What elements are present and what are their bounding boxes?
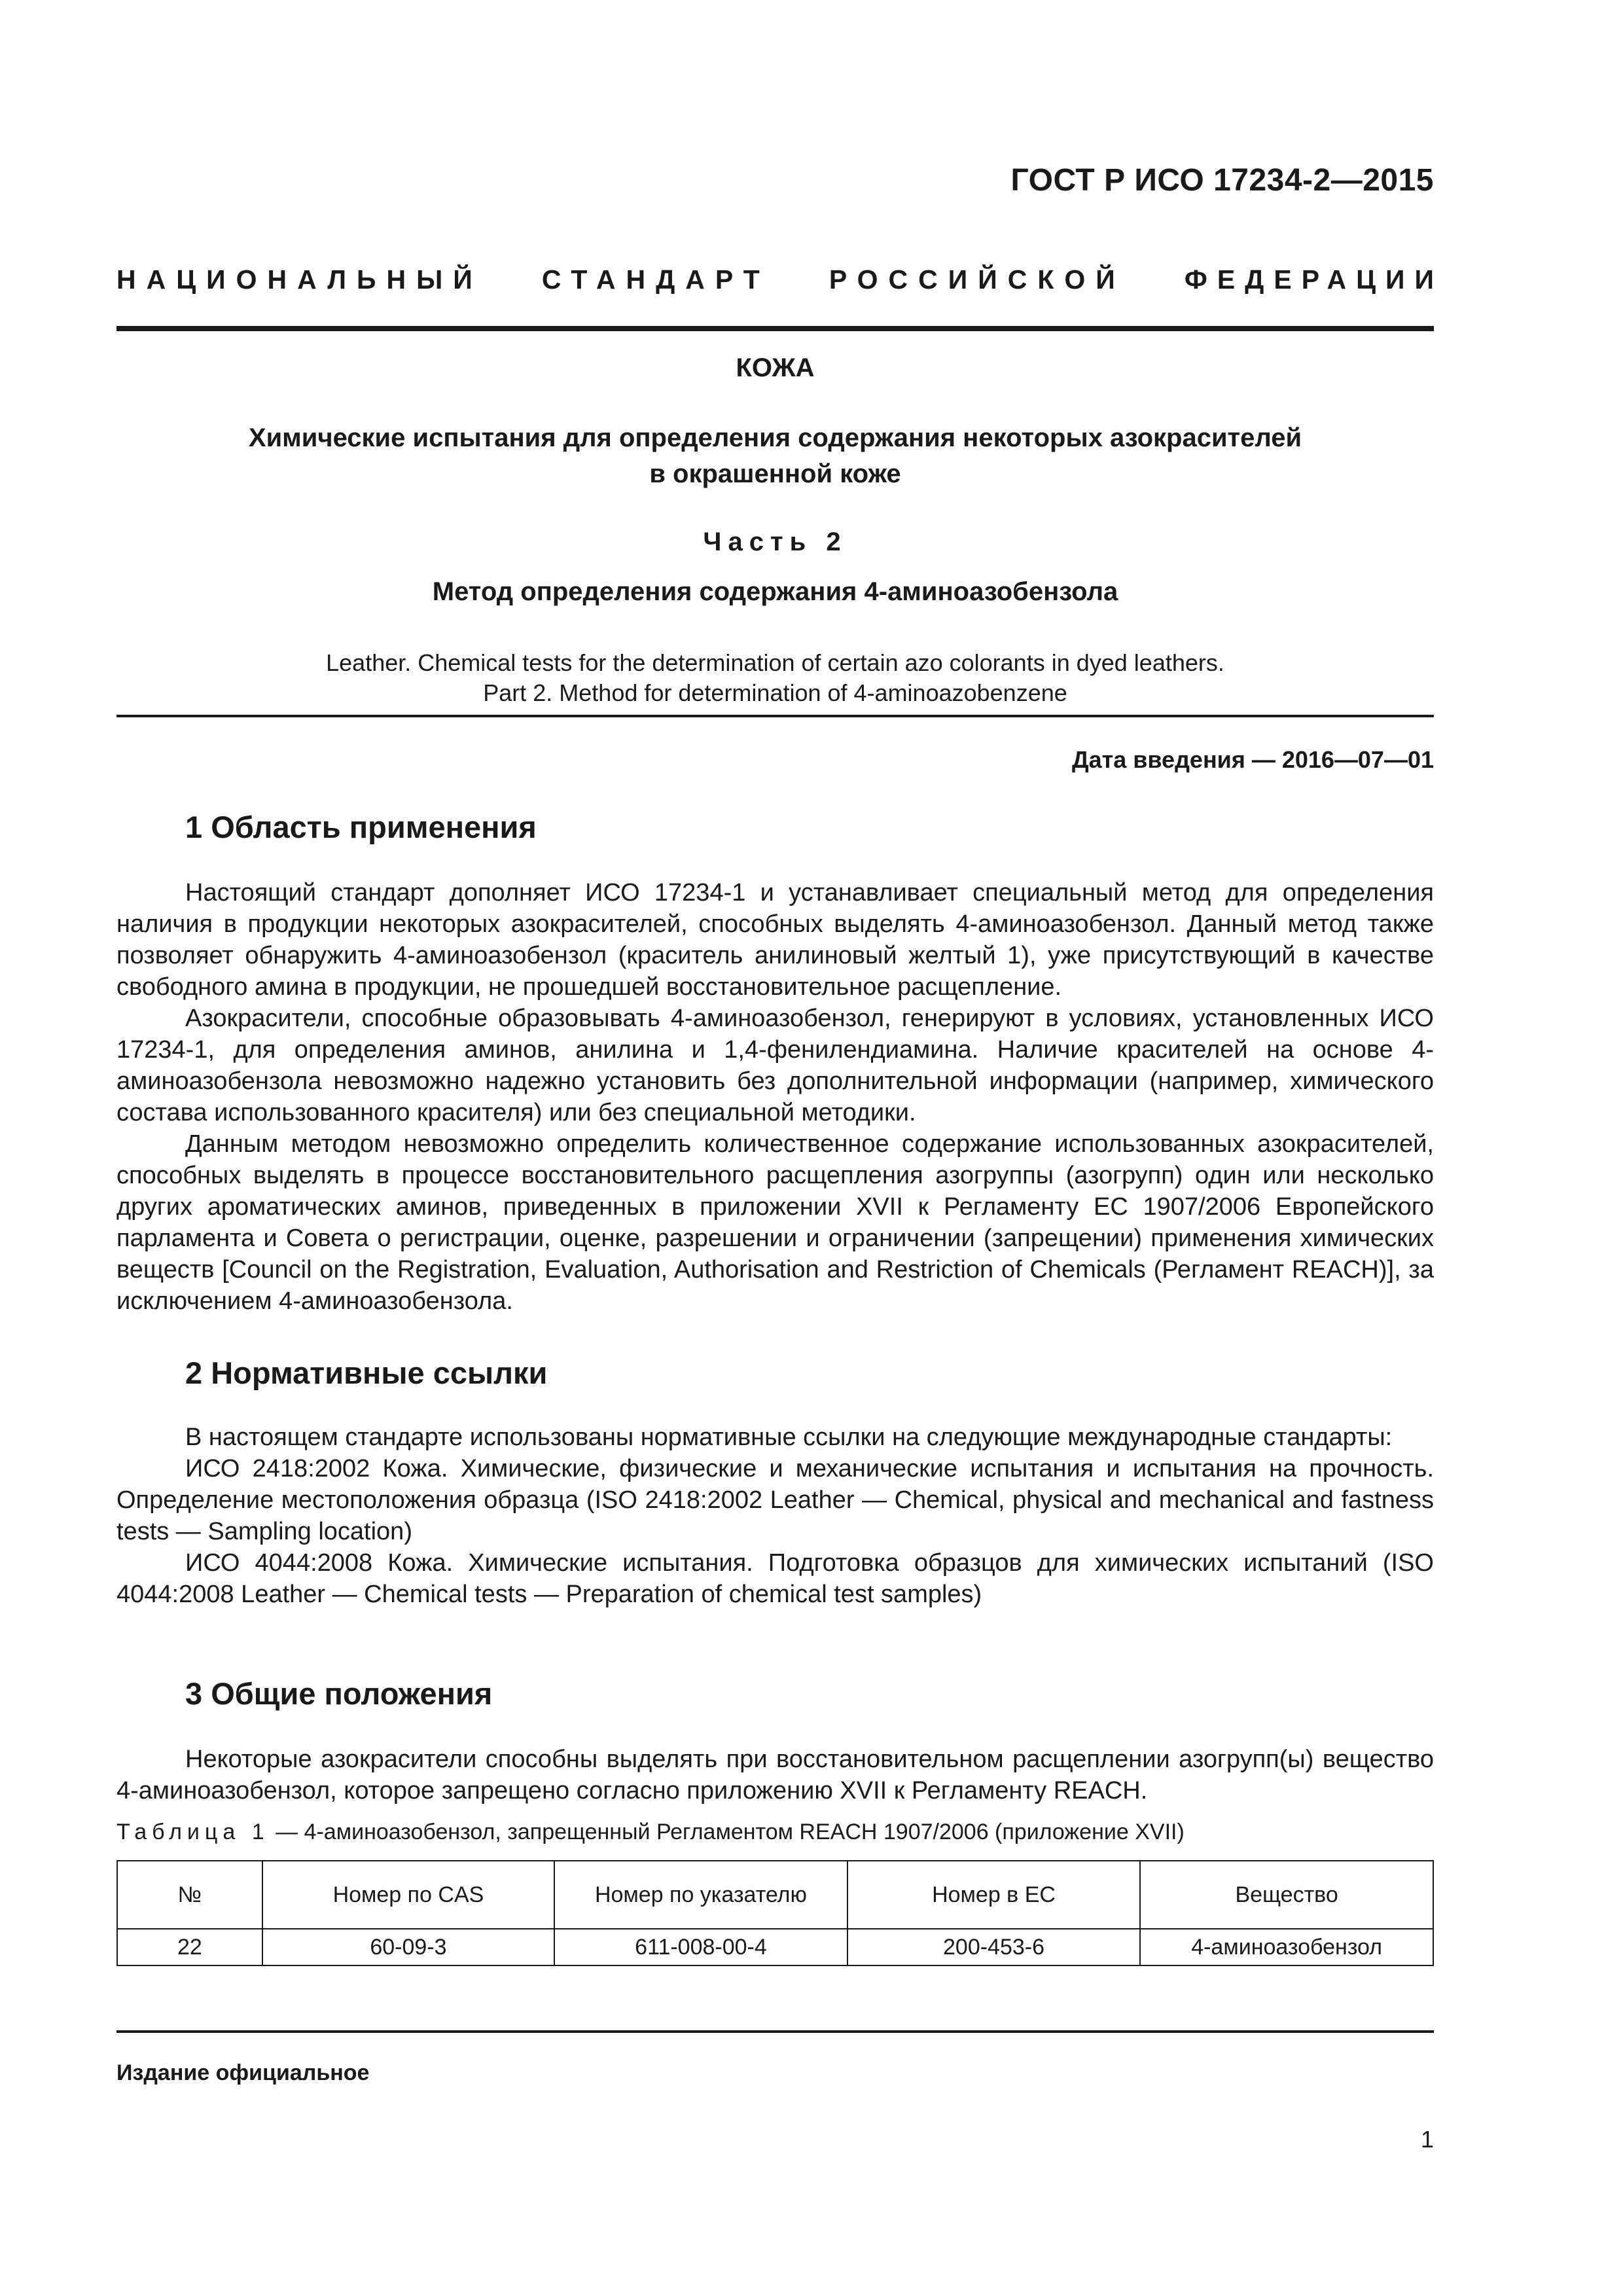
table-caption-label: Таблица 1	[116, 1820, 270, 1844]
table-header-row	[117, 1861, 1433, 1929]
standard-designation: ГОСТ Р ИСО 17234-2—2015	[1010, 163, 1434, 198]
restricted-substance-table	[116, 1860, 1434, 1966]
part-title: Метод определения содержания 4-аминоазобензола	[432, 577, 1118, 606]
section-body-scope	[116, 877, 1434, 1317]
paragraph: Азокрасители, способные образовывать 4-аминоазобензол, генерируют в условиях, установленных ИСО 17234-1, для определения аминов, анилина и 1,4-фенилендиамина. Наличие красителей на основе 4-аминоазобензола невозможно надежно установить без дополнительной информации (например, химического состава использованного красителя) или без специальной методики.	[116, 1005, 1434, 1126]
subtitle-line: Химические испытания для определения содержания некоторых азокрасителей	[248, 423, 1302, 452]
table-caption	[116, 1820, 1185, 1845]
banner-word: НАЦИОНАЛЬНЫЙ	[116, 264, 483, 295]
official-edition-label: Издание официальное	[116, 2060, 370, 2085]
table-cell: 611-008-00-4	[554, 1929, 847, 1965]
section-heading-scope: 1 Область применения	[185, 810, 537, 844]
paragraph: ИСО 4044:2008 Кожа. Химические испытания. Подготовка образцов для химических испытаний (ISO 4044:2008 Leather — Chemical tests — Preparation of chemical test samples)	[116, 1549, 1434, 1608]
english-title-line: Part 2. Method for determination of 4-aminoazobenzene	[483, 679, 1067, 706]
banner-word: РОССИЙСКОЙ	[829, 264, 1126, 295]
subtitle-line: в окрашенной коже	[649, 459, 901, 488]
column-header: Номер по CAS	[262, 1861, 554, 1929]
table-cell: 22	[117, 1929, 262, 1965]
document-subtitle	[116, 420, 1434, 492]
paragraph: Некоторые азокрасители способны выделять при восстановительном расщеплении азогрупп(ы) вещество 4-аминоазобензол, которое запрещено согласно приложению XVII к Регламенту REACH.	[116, 1746, 1434, 1804]
section-heading-general: 3 Общие положения	[185, 1676, 493, 1711]
paragraph: ИСО 2418:2002 Кожа. Химические, физические и механические испытания и испытания на прочность. Определение местоположения образца (ISO 2418:2002 Leather — Chemical, physical and mechanical and fastness tests — Sampling location)	[116, 1455, 1434, 1545]
part-label: Часть 2	[703, 528, 847, 556]
banner-word: СТАНДАРТ	[541, 264, 770, 295]
column-header: Номер в ЕС	[847, 1861, 1140, 1929]
title-divider	[116, 715, 1434, 717]
footer-divider	[116, 2030, 1434, 2033]
paragraph: Данным методом невозможно определить количественное содержание использованных азокрасителей, способных выделять в процессе восстановительного расщепления азогруппы (азогрупп) один или несколько других ароматических аминов, приведенных в приложении XVII к Регламенту ЕС 1907/2006 Европейского парламента и Совета о регистрации, оценке, разрешении и ограничении (запрещении) применения химических веществ [Council on the Registration, Evaluation, Authorisation and Restriction of Chemicals (Регламент REACH)], за исключением 4-аминоазобензола.	[116, 1130, 1434, 1315]
section-body-references	[116, 1422, 1434, 1610]
national-standard-banner	[116, 264, 1444, 295]
english-title-line: Leather. Chemical tests for the determination of certain azo colorants in dyed leathers.	[326, 649, 1224, 676]
table-row	[117, 1929, 1433, 1965]
paragraph: В настоящем стандарте использованы нормативные ссылки на следующие международные стандарты:	[185, 1424, 1393, 1451]
effective-date: Дата введения — 2016—07—01	[1071, 746, 1434, 773]
table-cell: 60-09-3	[262, 1929, 554, 1965]
banner-word: ФЕДЕРАЦИИ	[1184, 264, 1444, 295]
section-heading-references: 2 Нормативные ссылки	[185, 1355, 548, 1390]
column-header: №	[117, 1861, 262, 1929]
document-title: КОЖА	[736, 353, 815, 382]
column-header: Номер по указателю	[554, 1861, 847, 1929]
table-cell: 200-453-6	[847, 1929, 1140, 1965]
page-number: 1	[1420, 2126, 1434, 2153]
table-cell: 4-аминоазобензол	[1140, 1929, 1433, 1965]
english-title	[116, 648, 1434, 708]
paragraph: Настоящий стандарт дополняет ИСО 17234-1 и устанавливает специальный метод для определения наличия в продукции некоторых азокрасителей, способных выделять 4-аминоазобензол. Данный метод также позволяет обнаружить 4-аминоазобензол (краситель анилиновый желтый 1), уже присутствующий в качестве свободного амина в продукции, не прошедшей восстановительное расщепление.	[116, 879, 1434, 1001]
section-body-general	[116, 1744, 1434, 1806]
column-header: Вещество	[1140, 1861, 1433, 1929]
header-divider	[116, 326, 1434, 331]
table-caption-text: — 4-аминоазобензол, запрещенный Регламентом REACH 1907/2006 (приложение XVII)	[276, 1820, 1185, 1844]
